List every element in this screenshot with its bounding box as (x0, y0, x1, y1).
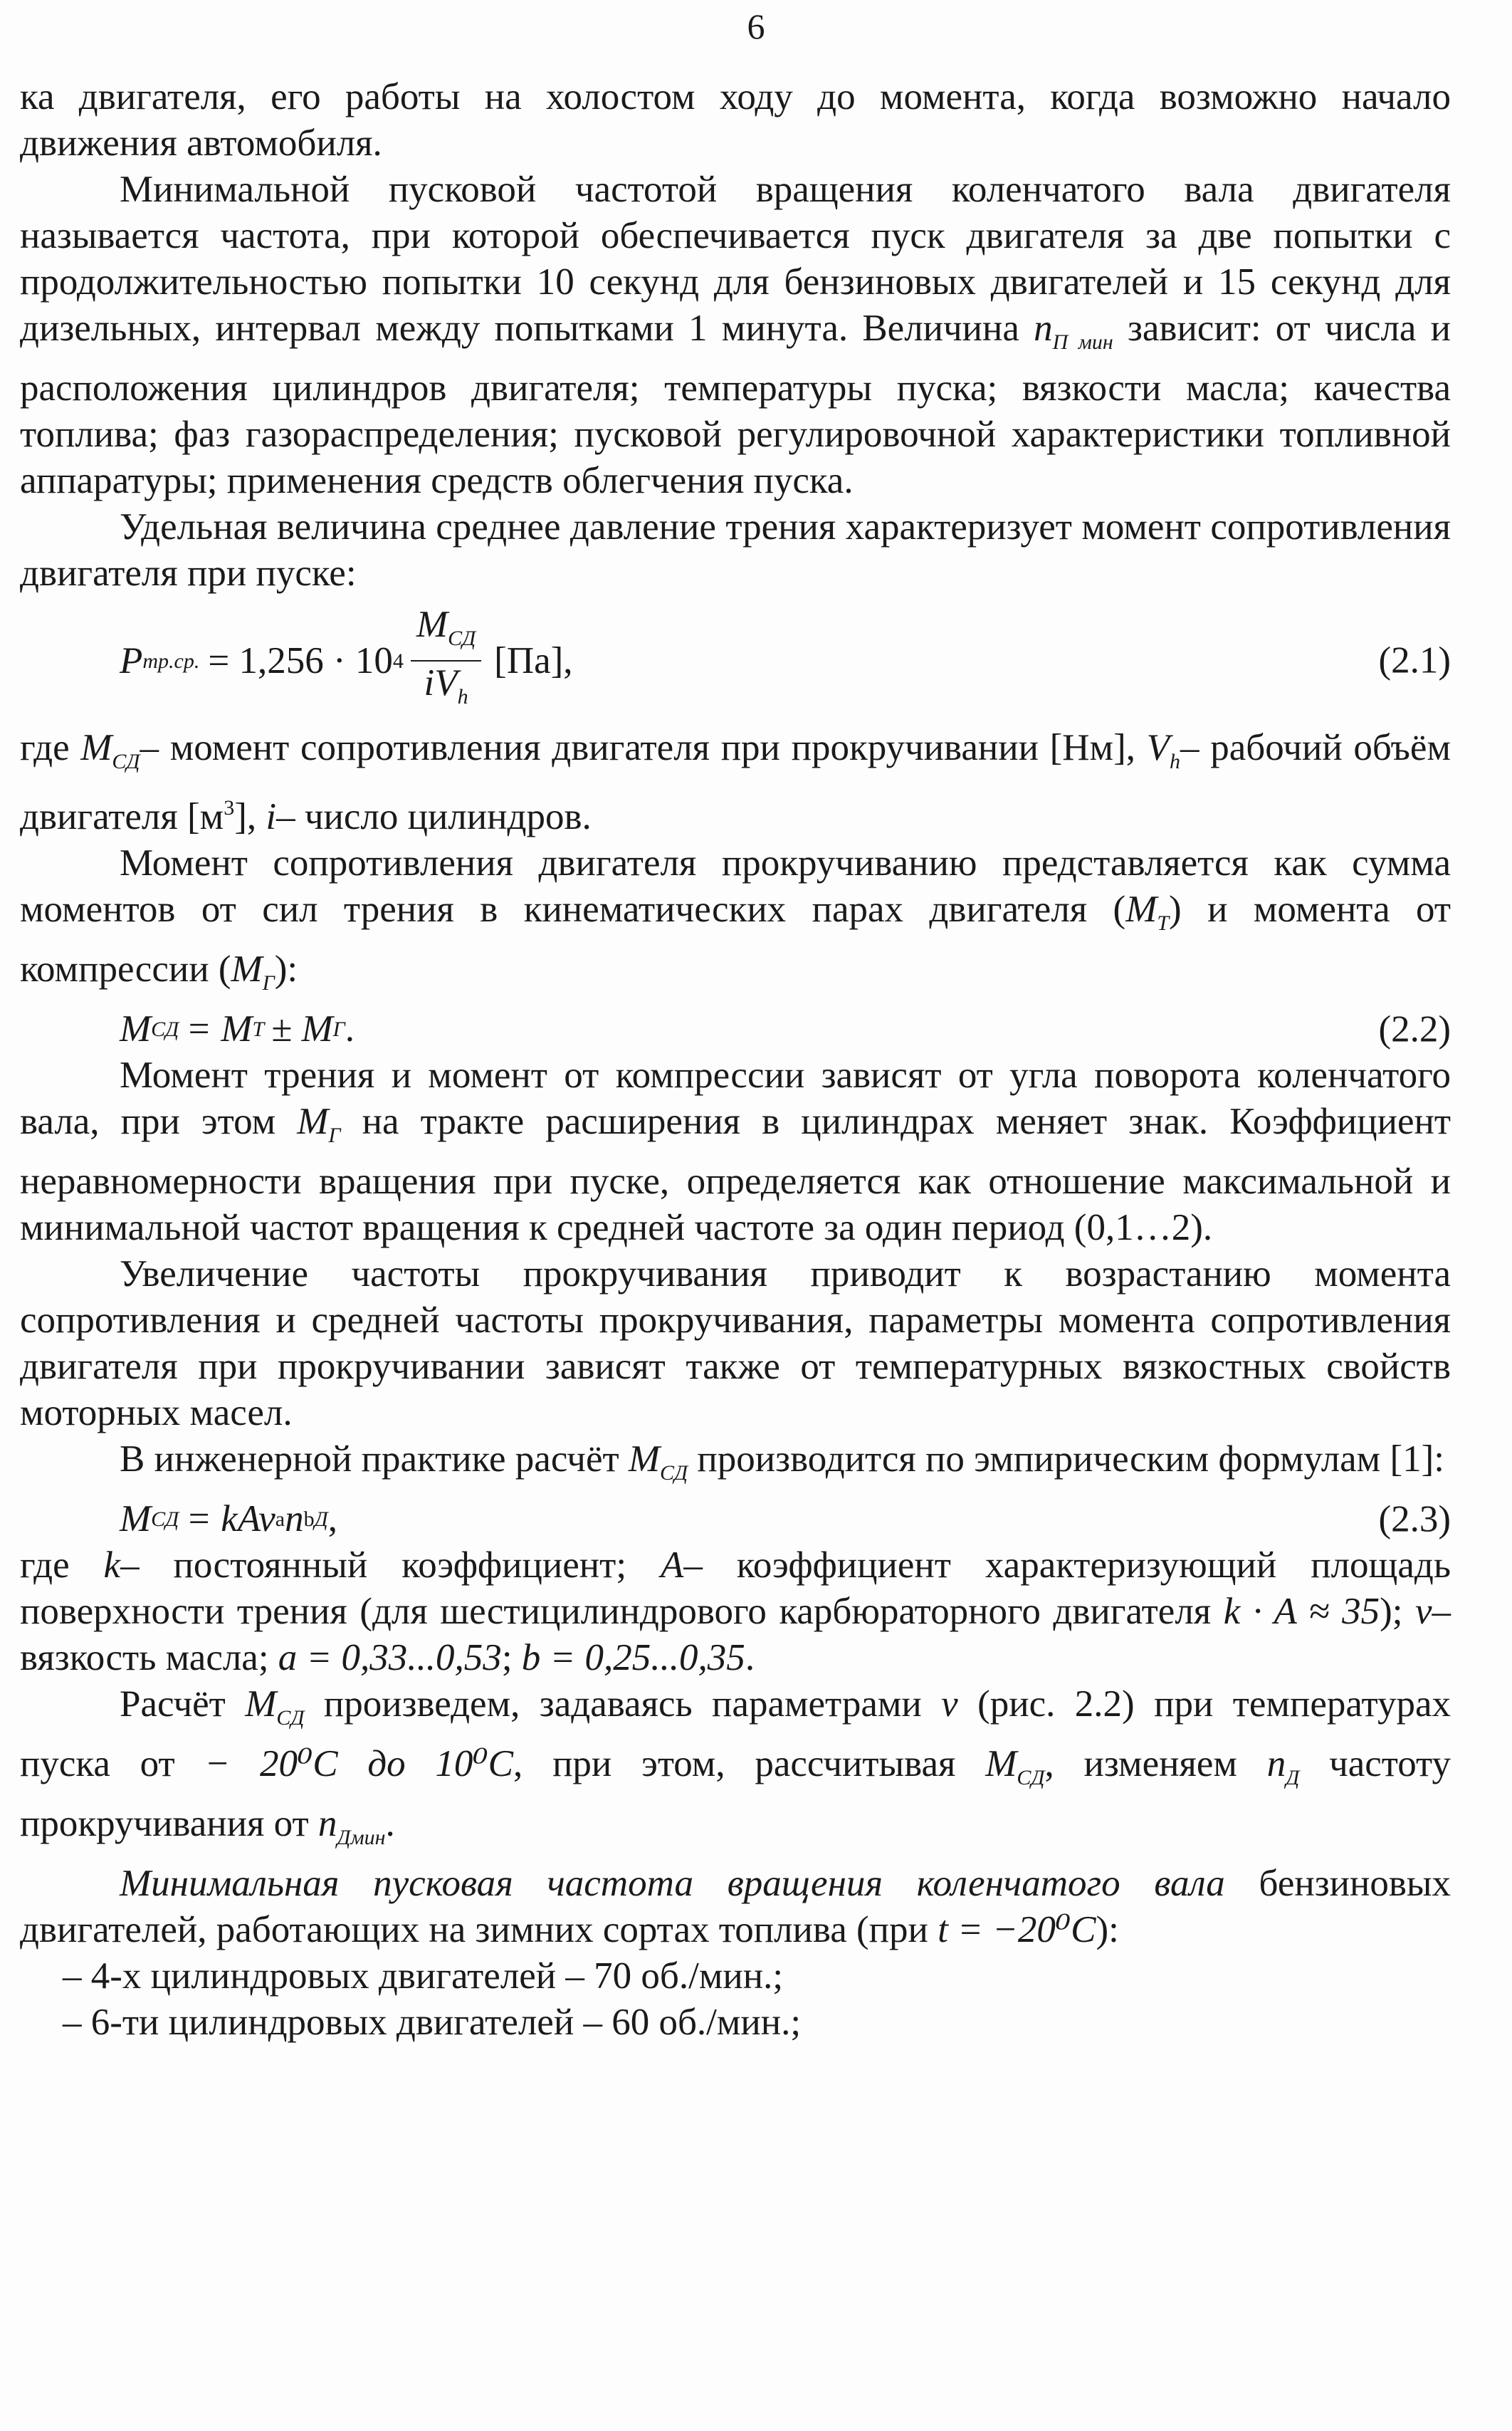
formula-2-2: M СД = M Т ± M Г . (2.2) (20, 1006, 1451, 1052)
list-item: – 4-х цилиндровых двигателей – 70 об./мин.; (63, 1955, 784, 1997)
paragraph-friction-pressure: Удельная величина среднее давление трения характеризует момент сопротивления двигателя при пуске: (20, 506, 1451, 594)
page-body (20, 74, 1451, 2046)
formula-2-3: M СД = kAv a n b Д , (2.3) (20, 1496, 1451, 1542)
formula-number: (2.2) (1378, 1008, 1451, 1050)
paragraph-friction-compression: Момент трения и момент от компрессии зависят от угла поворота коленчатого вала, при этом $M_Г$ на тракте расширения в цилиндрах меняет знак. Коэффициент неравномерности вращения при пуске, определяется как отношение максимальной и минимальной частот вращения к средней частоте за один период (0,1…2). (20, 1055, 1451, 1248)
paragraph-where-2: где k– постоянный коэффициент; A– коэффициент характеризующий площадь поверхности трения (для шестицилиндрового карбюраторного двигателя k · A ≈ 35); v– вязкость масла; a = 0,33...0,53; b = 0,25...0,35. (20, 1544, 1451, 1678)
paragraph-resistance-moment: Момент сопротивления двигателя прокручиванию представляется как сумма моментов от сил трения в кинематических парах двигателя $(M_Т)$ и момента от компрессии $(M_Г)$: (20, 842, 1451, 995)
page-number: 6 (747, 6, 765, 46)
formula-number: (2.1) (1378, 639, 1451, 681)
paragraph-increase-frequency: Увеличение частоты прокручивания приводит к возрастанию момента сопротивления и средней частоты прокручивания, параметры момента сопротивления двигателя при прокручивании зависят также от температурных вязкостных свойств моторных масел. (20, 1253, 1451, 1433)
paragraph-calculation: Расчёт $M_{СД}$ произведем, задаваясь параметрами v (рис. 2.2) при температурах пуска от − 20⁰C до 10⁰C, при этом, рассчитывая $M_{СД}$, изменяем $n_Д$ частоту прокручивания от $n_{Дмин}$. (20, 1683, 1451, 1849)
fraction: $\frac{M_{СД}}{iV_h}$ (411, 603, 481, 718)
list-item: – 6-ти цилиндровых двигателей – 60 об./мин.; (63, 2002, 802, 2043)
paragraph-engineering-practice: В инженерной практике расчёт $M_{СД}$ производится по эмпирическим формулам [1]: (120, 1438, 1444, 1485)
formula-2-1: P тр.ср. = 1,256 · 10 4 $\frac{M_{СД}}{iV_h}$ [Па], (2.1) (20, 597, 1451, 725)
paragraph-continuation: ка двигателя, его работы на холостом ходу до момента, когда возможно начало движения автомобиля. (20, 76, 1451, 164)
paragraph-min-frequency-petrol: Минимальная пусковая частота вращения коленчатого вала бензиновых двигателей, работающих на зимних сортах топлива (при t = −20⁰C): (20, 1863, 1451, 1950)
paragraph-min-start-frequency: Минимальной пусковой частотой вращения коленчатого вала двигателя называется частота, при которой обеспечивается пуск двигателя за две попытки с продолжительностью попытки 10 секунд для бензиновых двигателей и 15 секунд для дизельных, интервал между попытками 1 минута. Величина $n_{П мин}$ зависит: от числа и расположения цилиндров двигателя; температуры пуска; вязкости масла; качества топлива; фаз газораспределения; пусковой регулировочной характеристики топливной аппаратуры; применения средств облегчения пуска. (20, 169, 1451, 501)
paragraph-where-1: где $M_{СД}-$ момент сопротивления двигателя при прокручивании [Нм], $V_h-$ рабочий объём двигателя $[м^3]$, i– число цилиндров. (20, 727, 1451, 837)
formula-number: (2.3) (1378, 1498, 1451, 1539)
